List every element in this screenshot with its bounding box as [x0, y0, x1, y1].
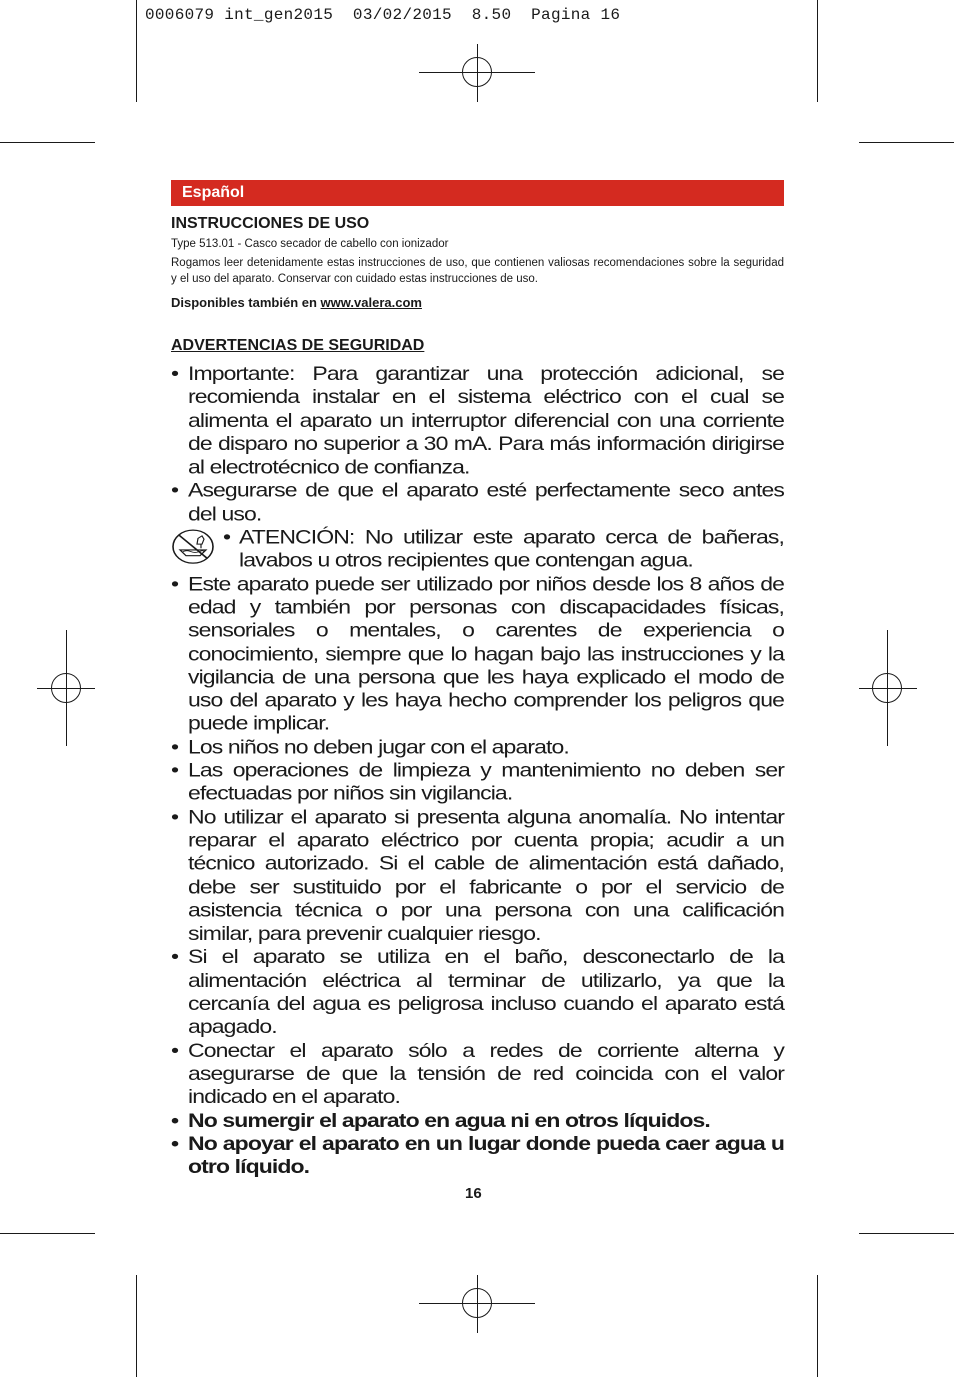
print-slug: 0006079 int_gen2015 03/02/2015 8.50 Pagina 16 [145, 6, 621, 24]
no-water-icon [171, 529, 215, 565]
language-band [171, 180, 784, 206]
warning-item: • Los niños no deben jugar con el aparato. [171, 735, 784, 758]
warning-item: • No utilizar el aparato si presenta alguna anomalía. No intentar reparar el aparato eléctrico por cuenta propia; acudir a un técnico autorizado. Si el cable de alimentación está dañado, debe ser sustituido por el fabricante o por el servicio de asistencia técnica o por una persona con una calificación similar, para prevenir cualquier riesgo. [171, 805, 784, 945]
warning-item: • Este aparato puede ser utilizado por niños desde los 8 años de edad y también por personas con discapacidades físicas, sensoriales o mentales, o carentes de experiencia o conocimiento, siempre que lo hagan bajo las instrucciones y la vigilancia de una persona que les haya explicado el modo de uso del aparato y les haya hecho comprender los peligros que puede implicar. [171, 572, 784, 735]
warning-item: • Importante: Para garantizar una protección adicional, se recomienda instalar en el sistema eléctrico con el cual se alimenta el aparato un interruptor diferencial con una corriente de disparo no superior a 30 mA. Para más información dirigirse al electrotécnico de confianza. [171, 362, 784, 479]
website-link[interactable]: www.valera.com [320, 295, 422, 310]
warning-item: • Conectar el aparato sólo a redes de corriente alterna y asegurarse de que la tensión de red coincida con el valor indicado en el aparato. [171, 1038, 784, 1108]
warning-item: • Las operaciones de limpieza y mantenimiento no deben ser efectuadas por niños sin vigilancia. [171, 758, 784, 805]
warning-item-attention: • ATENCIÓN: No utilizar este aparato cerca de bañeras, lavabos u otros recipientes que contengan agua. [171, 525, 784, 572]
language-label: Español [182, 184, 245, 201]
warning-item-bold: • No apoyar el aparato en un lugar donde pueda caer agua u otro líquido. [171, 1132, 784, 1179]
availability-line [171, 295, 422, 310]
warning-item: • Asegurarse de que el aparato esté perfectamente seco antes del uso. [171, 479, 784, 526]
warning-item-bold: • No sumergir el aparato en agua ni en otros líquidos. [171, 1108, 784, 1131]
product-type-line: Type 513.01 - Casco secador de cabello con ionizador [171, 238, 449, 250]
page-number: 16 [465, 1185, 482, 1202]
section-title: INSTRUCCIONES DE USO [171, 215, 370, 232]
warnings-list [171, 362, 784, 1178]
intro-paragraph: Rogamos leer detenidamente estas instrucciones de uso, que contienen valiosas recomendaciones sobre la seguridad y el uso del aparato. Conservar con cuidado estas instrucciones de uso. [171, 257, 784, 285]
availability-label: Disponibles también en [171, 295, 317, 310]
warning-item: • Si el aparato se utiliza en el baño, desconectarlo de la alimentación eléctrica al terminar de utilizarlo, ya que la cercanía del agua es peligrosa incluso cuando el aparato está apagado. [171, 945, 784, 1038]
warnings-heading: ADVERTENCIAS DE SEGURIDAD [171, 337, 425, 354]
